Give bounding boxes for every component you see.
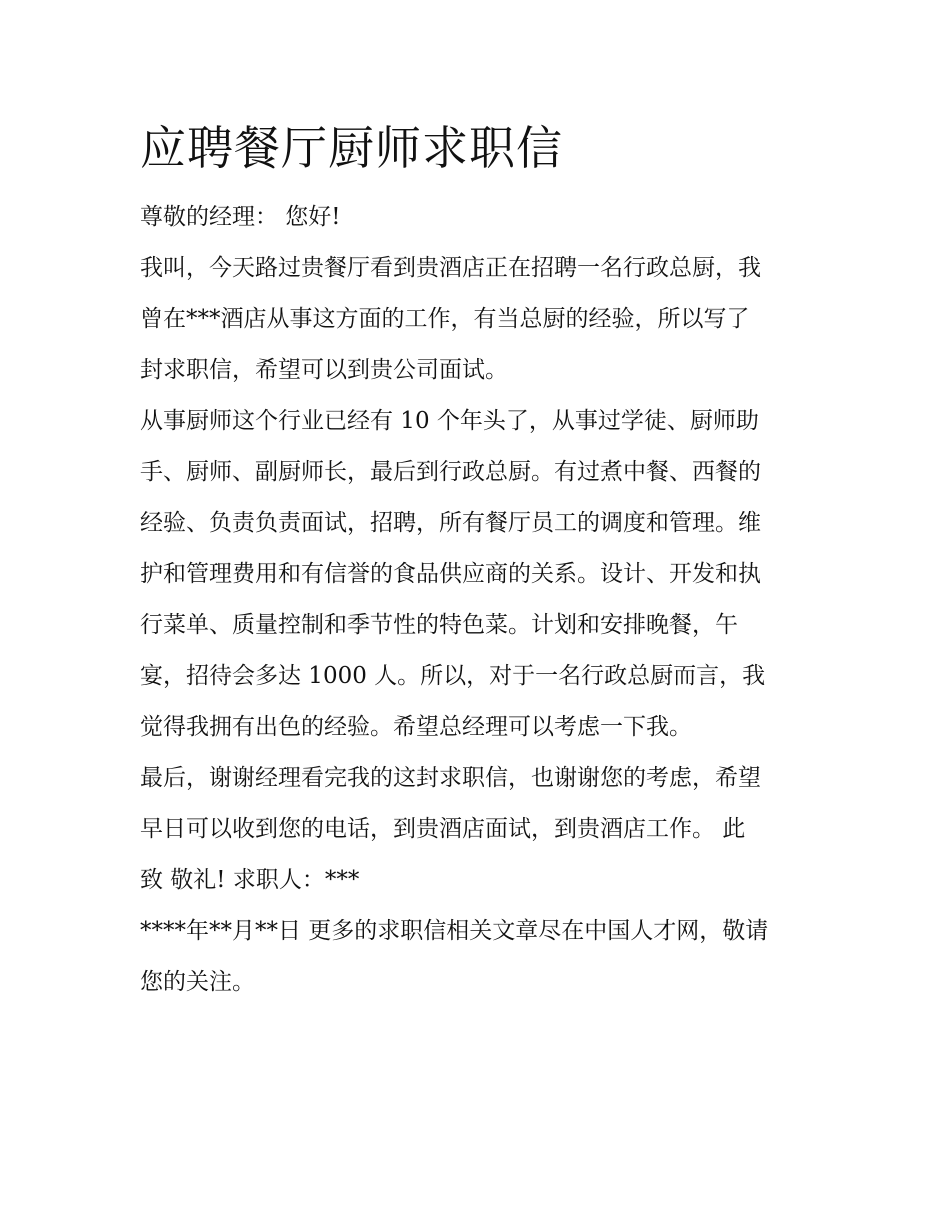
paragraph-line: 从事厨师这个行业已经有 10 个年头了，从事过学徒、厨师助 — [140, 408, 759, 434]
paragraph-line: 最后，谢谢经理看完我的这封求职信，也谢谢您的考虑，希望 — [140, 765, 761, 791]
paragraph-line: 尊敬的经理： 您好! — [140, 204, 341, 230]
paragraph-line: 宴，招待会多达 1000 人。所以，对于一名行政总厨而言，我 — [140, 663, 766, 689]
paragraph-line: 手、厨师、副厨师长，最后到行政总厨。有过煮中餐、西餐的 — [140, 459, 761, 485]
paragraph-line: 我叫，今天路过贵餐厅看到贵酒店正在招聘一名行政总厨，我 — [140, 255, 761, 281]
paragraph-line: 您的关注。 — [140, 969, 255, 995]
date-footer-paragraph — [140, 906, 820, 1008]
paragraph-line: 行菜单、质量控制和季节性的特色菜。计划和安排晚餐，午 — [140, 612, 738, 638]
paragraph-line: 致 敬礼! 求职人：*** — [140, 867, 360, 893]
paragraph-line: 曾在***酒店从事这方面的工作，有当总厨的经验，所以写了 — [140, 306, 750, 332]
greeting-paragraph — [140, 192, 820, 243]
paragraph-line: ****年**月**日 更多的求职信相关文章尽在中国人才网，敬请 — [140, 918, 769, 944]
paragraph-line: 护和管理费用和有信誉的食品供应商的关系。设计、开发和执 — [140, 561, 761, 587]
document-body — [140, 112, 820, 1008]
paragraph-line: 经验、负责负责面试，招聘，所有餐厅员工的调度和管理。维 — [140, 510, 761, 536]
closing-paragraph — [140, 753, 820, 906]
document-title: 应聘餐厅厨师求职信 — [140, 121, 563, 175]
paragraph-line: 早日可以收到您的电话，到贵酒店面试，到贵酒店工作。 此 — [140, 816, 746, 842]
paragraph-line: 觉得我拥有出色的经验。希望总经理可以考虑一下我。 — [140, 714, 692, 740]
experience-paragraph — [140, 396, 820, 753]
paragraph-line: 封求职信，希望可以到贵公司面试。 — [140, 357, 508, 383]
introduction-paragraph — [140, 243, 820, 396]
